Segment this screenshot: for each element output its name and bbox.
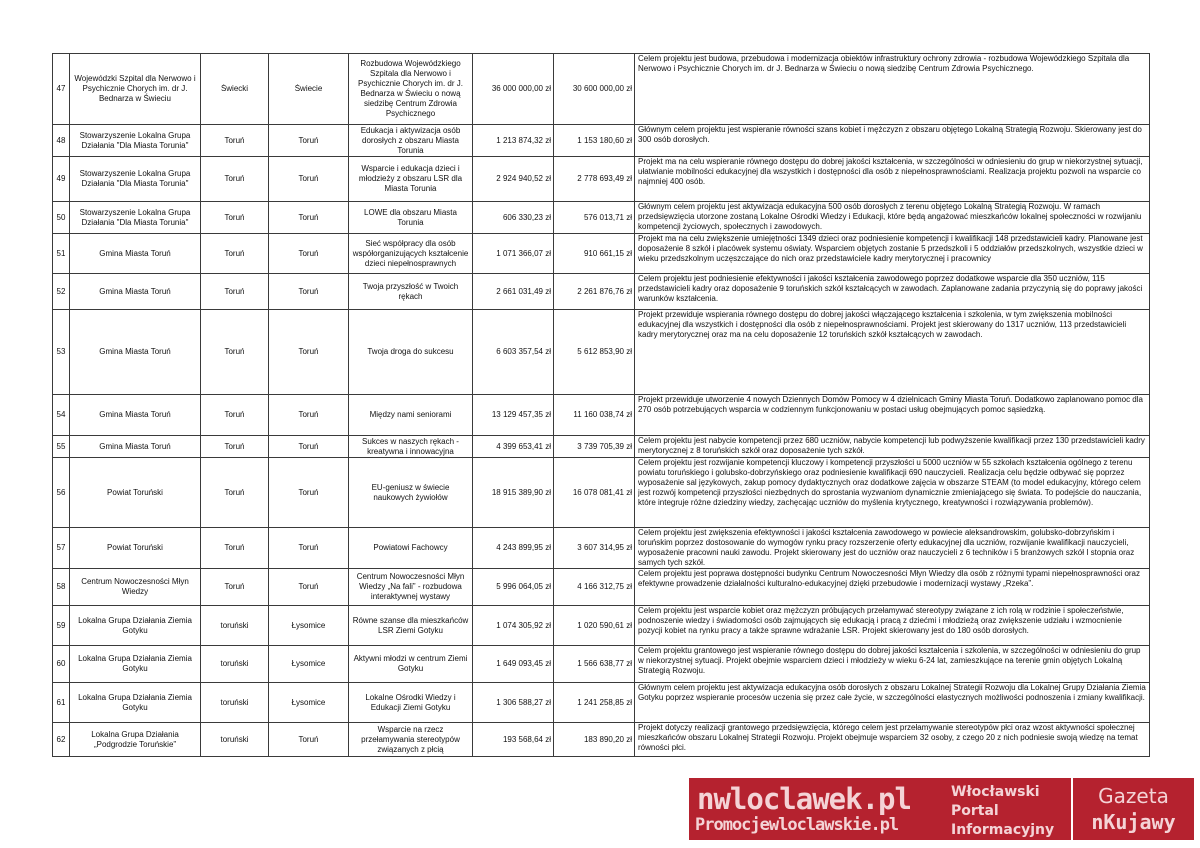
eu-funding-cell-text: 2 261 876,76 zł bbox=[577, 286, 632, 296]
project-title-cell-text: Rozbudowa Wojewódzkiego Szpitala dla Nerwowo i Psychicznie Chorych im. dr J. Bednarza w Świeciu o nową siedzibę Centrum Zdrowia Psychicznego bbox=[358, 59, 463, 118]
row-number bbox=[53, 274, 70, 310]
table-row bbox=[53, 157, 1150, 202]
table-row bbox=[53, 683, 1150, 723]
powiat-cell bbox=[201, 395, 269, 436]
row-number bbox=[53, 395, 70, 436]
total-value-cell bbox=[473, 125, 554, 157]
eu-funding-cell bbox=[554, 274, 635, 310]
gmina-cell-text: Świecie bbox=[294, 84, 323, 93]
beneficiary-cell-text: Lokalna Grupa Działania Ziemia Gotyku bbox=[78, 615, 192, 635]
row-number-text: 59 bbox=[56, 620, 66, 630]
table-row bbox=[53, 274, 1150, 310]
beneficiary-cell bbox=[70, 436, 201, 458]
project-title-cell bbox=[349, 528, 473, 569]
gmina-cell-text: Toruń bbox=[298, 347, 319, 356]
eu-funding-cell-text: 910 661,15 zł bbox=[583, 248, 632, 258]
gmina-cell bbox=[269, 234, 349, 274]
eu-funding-cell-text: 16 078 081,41 zł bbox=[572, 487, 632, 497]
row-number bbox=[53, 157, 70, 202]
description-cell-text: Projekt przewiduje utworzenie 4 nowych Dziennych Domów Pomocy w 4 dzielnicach Gminy Miasta Toruń. Dodatkowo zaplanowano pomoc dla 270 osób potrzebujących wsparcia w codziennym funkcjonowaniu w postaci usług obejmujących pomoc sąsiedzką. bbox=[638, 395, 1143, 414]
project-title-cell bbox=[349, 202, 473, 234]
powiat-cell-text: toruński bbox=[220, 659, 249, 668]
gmina-cell bbox=[269, 646, 349, 683]
gmina-cell bbox=[269, 125, 349, 157]
total-value-cell-text: 1 071 366,07 zł bbox=[496, 248, 551, 258]
powiat-cell bbox=[201, 458, 269, 528]
gmina-cell bbox=[269, 157, 349, 202]
gmina-cell-text: Toruń bbox=[298, 543, 319, 552]
gmina-cell bbox=[269, 310, 349, 395]
eu-funding-cell-text: 5 612 853,90 zł bbox=[577, 347, 632, 356]
description-cell bbox=[635, 274, 1150, 310]
description-cell bbox=[635, 606, 1150, 646]
gmina-cell bbox=[269, 202, 349, 234]
beneficiary-cell-text: Stowarzyszenie Lokalna Grupa Działania "Dla Miasta Torunia" bbox=[79, 207, 191, 227]
powiat-cell-text: toruński bbox=[220, 697, 249, 707]
project-title-cell-text: Między nami seniorami bbox=[369, 410, 452, 419]
total-value-cell bbox=[473, 569, 554, 606]
total-value-cell bbox=[473, 202, 554, 234]
banner-portal-line2: Portal bbox=[951, 803, 999, 819]
total-value-cell bbox=[473, 395, 554, 436]
gmina-cell-text: Łysomice bbox=[291, 659, 326, 668]
eu-funding-cell bbox=[554, 157, 635, 202]
description-cell-text: Projekt przewiduje wspierania równego dostępu do dobrej jakości włączającego kształcenia i szkolenia, w tym zwiększenia mobilności edukacyjnej dla wszystkich i dostępności dla osób z niepełnosprawnościami. Projekt jest skierowany do 1317 uczniów, 113 przedstawicieli kadry merytorycznej oraz ma na celu doposażenie 12 toruńskich szkół kształcących w zawodach. bbox=[638, 310, 1127, 339]
beneficiary-cell-text: Lokalna Grupa Działania Ziemia Gotyku bbox=[78, 692, 192, 712]
description-cell-text: Projekt ma na celu wspieranie równego dostępu do dobrej jakości kształcenia, w szczególności w odniesieniu do grup w niekorzystnej sytuacji, ułatwianie mobilności edukacyjnej dla wszystkich i dostępności dla osób z niepełnosprawnościami. Realizacja projektu pozwoli na wsparcie co najmniej 400 osób. bbox=[638, 157, 1143, 186]
beneficiary-cell bbox=[70, 157, 201, 202]
eu-funding-cell-text: 183 890,20 zł bbox=[583, 734, 632, 744]
description-cell-text: Głównym celem projektu jest aktywizacja edukacyjna 500 osób dorosłych z terenu objętego Lokalną Strategią Rozwoju. W ramach przedsięwzięcia utorzone zostaną Lokalne Ośrodki Wiedzy i Edukacji, które będą angażować mieszkańców lokalnej społeczności w rozwijaniu kompetencji życiowych, społecznych i zawodowych. bbox=[638, 202, 1142, 231]
total-value-cell-text: 2 924 940,52 zł bbox=[496, 174, 551, 183]
description-cell-text: Celem projektu jest nabycie kompetencji przez 680 uczniów, nabycie kompetencji lub podwyższenie kwalifikacji przez 130 przedstawicieli kadry merytorycznej z 8 toruńskich szkół oraz doposażenie tych szkół. bbox=[638, 436, 1145, 455]
description-cell-text: Celem projektu jest rozwijanie kompetencji kluczowy i kompetencji przyszłości u 5000 uczniów w 55 szkołach kształcenia ogólnego z terenu powiatu toruńskiego i golubsko-dobrzyńskiego oraz podniesienie kwalifikacji 690 nauczycieli. Realizacja celu będzie odbywać się poprzez wyposażenie sal językowych, zakup pomocy dydaktycznych oraz dodatkowe zajęcia w obszarze STEAM (to model edukacyjny, którego celem jest rozwój kompetencji przyszłości niezbędnych do sprostania wyzwaniom dynamicznie zmieniającego się świata. To podejście do nauczania, które integruje różne dziedziny wiedzy, zachęcając uczniów do myślenia krytycznego, kreatywności i rozwiązywania problemów). bbox=[638, 458, 1142, 507]
banner-portal-line1: Włocławski bbox=[951, 784, 1040, 800]
table-row bbox=[53, 723, 1150, 757]
row-number-text: 54 bbox=[56, 410, 66, 419]
description-cell-text: Celem projektu jest budowa, przebudowa i modernizacja obiektów infrastruktury ochrony zdrowia - rozbudowa Wojewódzkiego Szpitala dla Nerwowo i Psychicznie Chorych im. dr J. Bednarza w Świeciu o nową siedzibę Centrum Zdrowia Psychicznego. bbox=[638, 54, 1130, 73]
row-number bbox=[53, 723, 70, 757]
powiat-cell bbox=[201, 274, 269, 310]
row-number-text: 62 bbox=[56, 734, 66, 744]
powiat-cell-text: Toruń bbox=[224, 286, 245, 296]
project-title-cell-text: Edukacja i aktywizacja osób dorosłych z obszaru Miasta Torunia bbox=[360, 125, 461, 155]
powiat-cell bbox=[201, 234, 269, 274]
description-cell bbox=[635, 395, 1150, 436]
beneficiary-cell bbox=[70, 646, 201, 683]
total-value-cell-text: 1 074 305,92 zł bbox=[496, 620, 551, 630]
banner-kujawy: nKujawy bbox=[1091, 810, 1176, 834]
gmina-cell-text: Toruń bbox=[298, 410, 319, 419]
row-number-text: 51 bbox=[56, 248, 66, 258]
gmina-cell bbox=[269, 395, 349, 436]
total-value-cell bbox=[473, 606, 554, 646]
table-row bbox=[53, 310, 1150, 395]
total-value-cell bbox=[473, 646, 554, 683]
beneficiary-cell bbox=[70, 310, 201, 395]
project-title-cell bbox=[349, 234, 473, 274]
total-value-cell bbox=[473, 54, 554, 125]
total-value-cell-text: 6 603 357,54 zł bbox=[496, 347, 551, 356]
description-cell bbox=[635, 646, 1150, 683]
beneficiary-cell-text: Gmina Miasta Toruń bbox=[99, 248, 171, 258]
description-cell bbox=[635, 683, 1150, 723]
description-cell-text: Głównym celem projektu jest aktywizacja edukacyjna osób dorosłych z obszaru Lokalnej Strategii Rozwoju dla Lokalnej Grupy Działania Ziemia Gotyku poprzez wspieranie procesów uczenia się przez całe życie, w szczególności elastycznych możliwości podnoszenia i zmiany kwalifikacji. bbox=[638, 683, 1146, 702]
total-value-cell bbox=[473, 723, 554, 757]
powiat-cell-text: Toruń bbox=[224, 410, 245, 419]
description-cell-text: Celem projektu jest wsparcie kobiet oraz mężczyzn próbujących przełamywać stereotypy związane z ich rolą w rodzinie i społeczeństwie, podnoszenie wiedzy i świadomości osób zajmujących się edukacją i pracą z dziećmi i młodzieżą oraz zwiększenie udziału i wzmocnienie pozycji kobiet na rynku pracy a także sprawne wdrażanie LSR. Projekt skierowany jest do 180 osób dorosłych. bbox=[638, 606, 1124, 635]
eu-funding-cell-text: 11 160 038,74 zł bbox=[573, 410, 632, 419]
powiat-cell bbox=[201, 436, 269, 458]
description-cell-text: Celem projektu grantowego jest wspieranie równego dostępu do dobrej jakości kształcenia i szkolenia, w szczególności w odniesieniu do grup w niekorzystnej sytuacji. Projekt obejmie wsparciem dzieci i młodzieży w wieku 6-24 lat, zamieszkujące na terenie gmin objętych Lokalną Strategią Rozwoju. bbox=[638, 646, 1141, 675]
eu-funding-cell bbox=[554, 458, 635, 528]
row-number-text: 53 bbox=[56, 347, 66, 356]
total-value-cell bbox=[473, 436, 554, 458]
table-row bbox=[53, 202, 1150, 234]
powiat-cell-text: Toruń bbox=[224, 135, 245, 145]
beneficiary-cell bbox=[70, 395, 201, 436]
project-title-cell-text: Twoja przyszłość w Twoich rękach bbox=[362, 281, 459, 301]
total-value-cell-text: 1 306 588,27 zł bbox=[496, 697, 551, 707]
beneficiary-cell bbox=[70, 125, 201, 157]
description-cell-text: Celem projektu jest poprawa dostępności budynku Centrum Nowoczesności Młyn Wiedzy dla osób z różnymi typami niepełnosprawności oraz efektywne prowadzenie działalności kulturalno-edukacyjnej dzięki przebudowie i modernizacji wystawy „Rzeka”. bbox=[638, 569, 1141, 588]
beneficiary-cell bbox=[70, 683, 201, 723]
total-value-cell bbox=[473, 234, 554, 274]
project-title-cell-text: Lokalne Ośrodki Wiedzy i Edukacji Ziemi Gotyku bbox=[365, 692, 456, 712]
beneficiary-cell-text: Powiat Toruński bbox=[107, 543, 163, 552]
gmina-cell bbox=[269, 723, 349, 757]
eu-funding-cell bbox=[554, 54, 635, 125]
row-number bbox=[53, 310, 70, 395]
beneficiary-cell-text: Gmina Miasta Toruń bbox=[99, 347, 171, 356]
gmina-cell bbox=[269, 528, 349, 569]
total-value-cell-text: 2 661 031,49 zł bbox=[496, 286, 551, 296]
eu-funding-cell bbox=[554, 606, 635, 646]
gmina-cell-text: Toruń bbox=[298, 487, 319, 497]
project-title-cell-text: Aktywni młodzi w centrum Ziemi Gotyku bbox=[353, 654, 468, 673]
row-number bbox=[53, 54, 70, 125]
beneficiary-cell-text: Stowarzyszenie Lokalna Grupa Działania "Dla Miasta Torunia" bbox=[79, 130, 191, 150]
row-number bbox=[53, 646, 70, 683]
description-cell bbox=[635, 310, 1150, 395]
beneficiary-cell bbox=[70, 569, 201, 606]
table-row bbox=[53, 646, 1150, 683]
row-number-text: 47 bbox=[56, 84, 66, 93]
projects-table bbox=[52, 53, 1150, 757]
gmina-cell bbox=[269, 274, 349, 310]
description-cell-text: Projekt dotyczy realizacji grantowego przedsięwzięcia, którego celem jest przełamywanie stereotypów płci oraz wzost aktywności społecznej mieszkańców obszaru Lokalnej Strategii Rozwoju. Projekt obejmuje wsparciem 32 osoby, z czego 20 z nich podniesie swoją wiedzę na temat równości płci. bbox=[638, 723, 1138, 752]
eu-funding-cell-text: 1 241 258,85 zł bbox=[577, 697, 632, 707]
banner-portal-line3: Informacyjny bbox=[951, 822, 1055, 838]
banner-site-main: nwloclawek.pl bbox=[697, 782, 911, 816]
total-value-cell-text: 36 000 000,00 zł bbox=[491, 84, 551, 93]
row-number bbox=[53, 202, 70, 234]
gmina-cell bbox=[269, 606, 349, 646]
total-value-cell bbox=[473, 458, 554, 528]
project-title-cell bbox=[349, 569, 473, 606]
eu-funding-cell bbox=[554, 723, 635, 757]
project-title-cell-text: Wsparcie na rzecz przełamywania stereotypów związanych z płcią bbox=[361, 724, 460, 754]
total-value-cell-text: 4 399 653,41 zł bbox=[496, 441, 551, 451]
powiat-cell bbox=[201, 125, 269, 157]
table-row bbox=[53, 125, 1150, 157]
beneficiary-cell-text: Gmina Miasta Toruń bbox=[99, 441, 171, 451]
powiat-cell-text: Toruń bbox=[224, 487, 245, 497]
description-cell-text: Projekt ma na celu zwiększenie umiejętności 1349 dzieci oraz podniesienie kompetencji i kwalifikacji 148 przedstawicieli kadry. Planowane jest doposażenie 8 szkół i placówek systemu oświaty. Wsparciem objętych zostanie 5 przedszkoli i 5 oddziałów przedszkolnych, wszystkie dzieci w wieku przedszkolnym uczęszczające do nich oraz przedstawiciele kadry merytorycznej i pracownicy bbox=[638, 234, 1143, 263]
row-number bbox=[53, 569, 70, 606]
row-number-text: 50 bbox=[56, 212, 66, 222]
total-value-cell-text: 13 129 457,35 zł bbox=[491, 410, 551, 419]
project-title-cell-text: LOWE dla obszaru Miasta Torunia bbox=[364, 207, 457, 227]
project-title-cell bbox=[349, 606, 473, 646]
row-number-text: 60 bbox=[56, 659, 66, 668]
project-title-cell-text: Powiatowi Fachowcy bbox=[373, 543, 448, 552]
total-value-cell-text: 1 649 093,45 zł bbox=[496, 659, 551, 668]
eu-funding-cell bbox=[554, 569, 635, 606]
eu-funding-cell bbox=[554, 646, 635, 683]
beneficiary-cell-text: Gmina Miasta Toruń bbox=[99, 410, 171, 419]
powiat-cell-text: Toruń bbox=[224, 212, 245, 222]
powiat-cell-text: toruński bbox=[220, 620, 249, 630]
gmina-cell bbox=[269, 569, 349, 606]
project-title-cell bbox=[349, 274, 473, 310]
table-row bbox=[53, 436, 1150, 458]
gmina-cell-text: Toruń bbox=[298, 248, 319, 258]
table-row bbox=[53, 395, 1150, 436]
gmina-cell-text: Toruń bbox=[298, 135, 319, 145]
eu-funding-cell bbox=[554, 528, 635, 569]
project-title-cell-text: Twoja droga do sukcesu bbox=[367, 347, 454, 356]
description-cell-text: Głównym celem projektu jest wspieranie równości szans kobiet i mężczyzn z obszaru objętego Lokalną Strategią Rozwoju. Skierowany jest do 300 osób dorosłych. bbox=[638, 125, 1142, 144]
row-number-text: 55 bbox=[56, 441, 66, 451]
eu-funding-cell bbox=[554, 310, 635, 395]
eu-funding-cell bbox=[554, 395, 635, 436]
gmina-cell-text: Toruń bbox=[298, 441, 319, 451]
project-title-cell bbox=[349, 54, 473, 125]
powiat-cell-text: Toruń bbox=[224, 582, 245, 591]
eu-funding-cell-text: 1 153 180,60 zł bbox=[577, 135, 632, 145]
eu-funding-cell bbox=[554, 436, 635, 458]
gmina-cell bbox=[269, 436, 349, 458]
project-title-cell-text: EU-geniusz w świecie naukowych żywiołów bbox=[371, 482, 450, 502]
powiat-cell-text: Toruń bbox=[224, 543, 245, 552]
total-value-cell bbox=[473, 310, 554, 395]
row-number bbox=[53, 234, 70, 274]
project-title-cell bbox=[349, 458, 473, 528]
row-number-text: 58 bbox=[56, 582, 66, 591]
row-number-text: 49 bbox=[56, 174, 66, 183]
eu-funding-cell bbox=[554, 683, 635, 723]
description-cell bbox=[635, 436, 1150, 458]
total-value-cell-text: 5 996 064,05 zł bbox=[496, 582, 551, 591]
banner-gazeta-block bbox=[1073, 778, 1194, 840]
banner-gazeta: Gazeta bbox=[1098, 784, 1169, 808]
row-number-text: 61 bbox=[56, 697, 66, 707]
powiat-cell bbox=[201, 683, 269, 723]
table-row bbox=[53, 458, 1150, 528]
gmina-cell bbox=[269, 458, 349, 528]
project-title-cell bbox=[349, 683, 473, 723]
beneficiary-cell-text: Wojewódzki Szpital dla Nerwowo i Psychicznie Chorych im. dr J. Bednarza w Świeciu bbox=[74, 74, 196, 103]
description-cell bbox=[635, 125, 1150, 157]
project-title-cell-text: Centrum Nowoczesności Młyn Wiedzy „Na fali” - rozbudowa interaktywnej wystawy bbox=[356, 572, 465, 601]
table-row bbox=[53, 528, 1150, 569]
gmina-cell-text: Toruń bbox=[298, 212, 319, 222]
watermark-banner bbox=[689, 778, 1194, 840]
banner-site-promo: Promocjewloclawskie.pl bbox=[695, 815, 899, 835]
project-title-cell-text: Sieć współpracy dla osób współorganizujących kształcenie dzieci niepełnosprawnych bbox=[352, 238, 469, 268]
eu-funding-cell bbox=[554, 234, 635, 274]
table-row bbox=[53, 606, 1150, 646]
powiat-cell bbox=[201, 54, 269, 125]
project-title-cell bbox=[349, 723, 473, 757]
banner-site-block bbox=[689, 778, 942, 840]
total-value-cell-text: 4 243 899,95 zł bbox=[496, 543, 551, 552]
banner-portal-block bbox=[942, 778, 1071, 840]
powiat-cell-text: Toruń bbox=[224, 441, 245, 451]
total-value-cell-text: 193 568,64 zł bbox=[502, 734, 551, 744]
gmina-cell-text: Łysomice bbox=[291, 697, 326, 707]
beneficiary-cell bbox=[70, 723, 201, 757]
beneficiary-cell bbox=[70, 54, 201, 125]
eu-funding-cell-text: 3 607 314,95 zł bbox=[577, 543, 632, 552]
project-title-cell bbox=[349, 157, 473, 202]
project-title-cell-text: Sukces w naszych rękach - kreatywna i innowacyjna bbox=[362, 436, 459, 456]
total-value-cell-text: 606 330,23 zł bbox=[502, 212, 551, 222]
project-title-cell bbox=[349, 646, 473, 683]
eu-funding-cell-text: 2 778 693,49 zł bbox=[577, 174, 632, 183]
project-title-cell-text: Równe szanse dla mieszkańców LSR Ziemi Gotyku bbox=[352, 615, 469, 635]
description-cell-text: Celem projektu jest zwiększenia efektywności i jakości kształcenia zawodowego w powiecie aleksandrowskim, golubsko-dobrzyńskim i toruńskim poprzez dostosowanie do wymogów rynku pracy rozszerzenie oferty edukacyjnej dla uczniów, rozwijanie kwalifikacji nauczycieli, wyposażenie pracowni nauki zawodu. Projekt skierowany jest do uczniów oraz nauczycieli z 6 techników i 5 branżowych szkół I stopnia oraz samych tych szkół. bbox=[638, 528, 1135, 567]
project-title-cell bbox=[349, 125, 473, 157]
row-number-text: 52 bbox=[56, 286, 66, 296]
description-cell bbox=[635, 458, 1150, 528]
gmina-cell-text: Toruń bbox=[298, 286, 319, 296]
gmina-cell-text: Toruń bbox=[298, 734, 319, 744]
description-cell bbox=[635, 234, 1150, 274]
eu-funding-cell-text: 30 600 000,00 zł bbox=[572, 84, 632, 93]
eu-funding-cell-text: 1 566 638,77 zł bbox=[577, 659, 632, 668]
description-cell bbox=[635, 202, 1150, 234]
powiat-cell bbox=[201, 310, 269, 395]
description-cell bbox=[635, 723, 1150, 757]
table-row bbox=[53, 234, 1150, 274]
eu-funding-cell-text: 1 020 590,61 zł bbox=[577, 620, 632, 630]
project-title-cell bbox=[349, 310, 473, 395]
row-number-text: 48 bbox=[56, 135, 66, 145]
table-row bbox=[53, 54, 1150, 125]
powiat-cell-text: Toruń bbox=[224, 347, 245, 356]
gmina-cell-text: Toruń bbox=[298, 582, 319, 591]
gmina-cell bbox=[269, 54, 349, 125]
powiat-cell-text: Świecki bbox=[220, 84, 249, 93]
powiat-cell-text: toruński bbox=[220, 734, 249, 744]
total-value-cell-text: 1 213 874,32 zł bbox=[496, 135, 551, 145]
powiat-cell bbox=[201, 157, 269, 202]
total-value-cell bbox=[473, 528, 554, 569]
eu-funding-cell bbox=[554, 202, 635, 234]
total-value-cell bbox=[473, 683, 554, 723]
beneficiary-cell-text: Gmina Miasta Toruń bbox=[99, 286, 171, 296]
beneficiary-cell bbox=[70, 458, 201, 528]
row-number bbox=[53, 125, 70, 157]
row-number bbox=[53, 683, 70, 723]
banner-portal-text bbox=[951, 783, 1054, 840]
powiat-cell-text: Toruń bbox=[224, 248, 245, 258]
beneficiary-cell bbox=[70, 202, 201, 234]
description-cell-text: Celem projektu jest podniesienie efektywności i jakości kształcenia zawodowego poprzez dodatkowe wsparcie dla 350 uczniów, 115 przedstawicieli kadry oraz doposażenie 9 toruńskich szkół kształcących w zawodach. Zaplanowane zadania przyczynią się do poprawy jakości warunków kształcenia. bbox=[638, 274, 1143, 303]
row-number bbox=[53, 528, 70, 569]
total-value-cell-text: 18 915 389,90 zł bbox=[491, 487, 551, 497]
description-cell bbox=[635, 157, 1150, 202]
beneficiary-cell-text: Lokalna Grupa Działania Ziemia Gotyku bbox=[78, 654, 192, 673]
powiat-cell bbox=[201, 646, 269, 683]
beneficiary-cell bbox=[70, 234, 201, 274]
gmina-cell-text: Łysomice bbox=[291, 620, 326, 630]
description-cell bbox=[635, 54, 1150, 125]
row-number bbox=[53, 458, 70, 528]
row-number-text: 57 bbox=[56, 543, 66, 552]
total-value-cell bbox=[473, 274, 554, 310]
beneficiary-cell bbox=[70, 274, 201, 310]
beneficiary-cell bbox=[70, 528, 201, 569]
eu-funding-cell bbox=[554, 125, 635, 157]
total-value-cell bbox=[473, 157, 554, 202]
eu-funding-cell-text: 3 739 705,39 zł bbox=[577, 441, 632, 451]
row-number bbox=[53, 606, 70, 646]
beneficiary-cell-text: Lokalna Grupa Działania „Podgrodzie Toruńskie” bbox=[91, 729, 179, 749]
beneficiary-cell-text: Centrum Nowoczesności Młyn Wiedzy bbox=[81, 577, 189, 596]
powiat-cell-text: Toruń bbox=[224, 174, 245, 183]
project-title-cell bbox=[349, 436, 473, 458]
project-title-cell bbox=[349, 395, 473, 436]
project-title-cell-text: Wsparcie i edukacja dzieci i młodzieży z obszaru LSR dla Miasta Torunia bbox=[358, 164, 463, 193]
powiat-cell bbox=[201, 202, 269, 234]
table-row bbox=[53, 569, 1150, 606]
powiat-cell bbox=[201, 723, 269, 757]
powiat-cell bbox=[201, 606, 269, 646]
beneficiary-cell-text: Powiat Toruński bbox=[107, 487, 163, 497]
eu-funding-cell-text: 576 013,71 zł bbox=[583, 212, 632, 222]
eu-funding-cell-text: 4 166 312,75 zł bbox=[577, 582, 632, 591]
description-cell bbox=[635, 569, 1150, 606]
beneficiary-cell bbox=[70, 606, 201, 646]
beneficiary-cell-text: Stowarzyszenie Lokalna Grupa Działania "Dla Miasta Torunia" bbox=[79, 169, 191, 188]
row-number bbox=[53, 436, 70, 458]
row-number-text: 56 bbox=[56, 487, 66, 497]
powiat-cell bbox=[201, 569, 269, 606]
powiat-cell bbox=[201, 528, 269, 569]
description-cell bbox=[635, 528, 1150, 569]
gmina-cell-text: Toruń bbox=[298, 174, 319, 183]
gmina-cell bbox=[269, 683, 349, 723]
